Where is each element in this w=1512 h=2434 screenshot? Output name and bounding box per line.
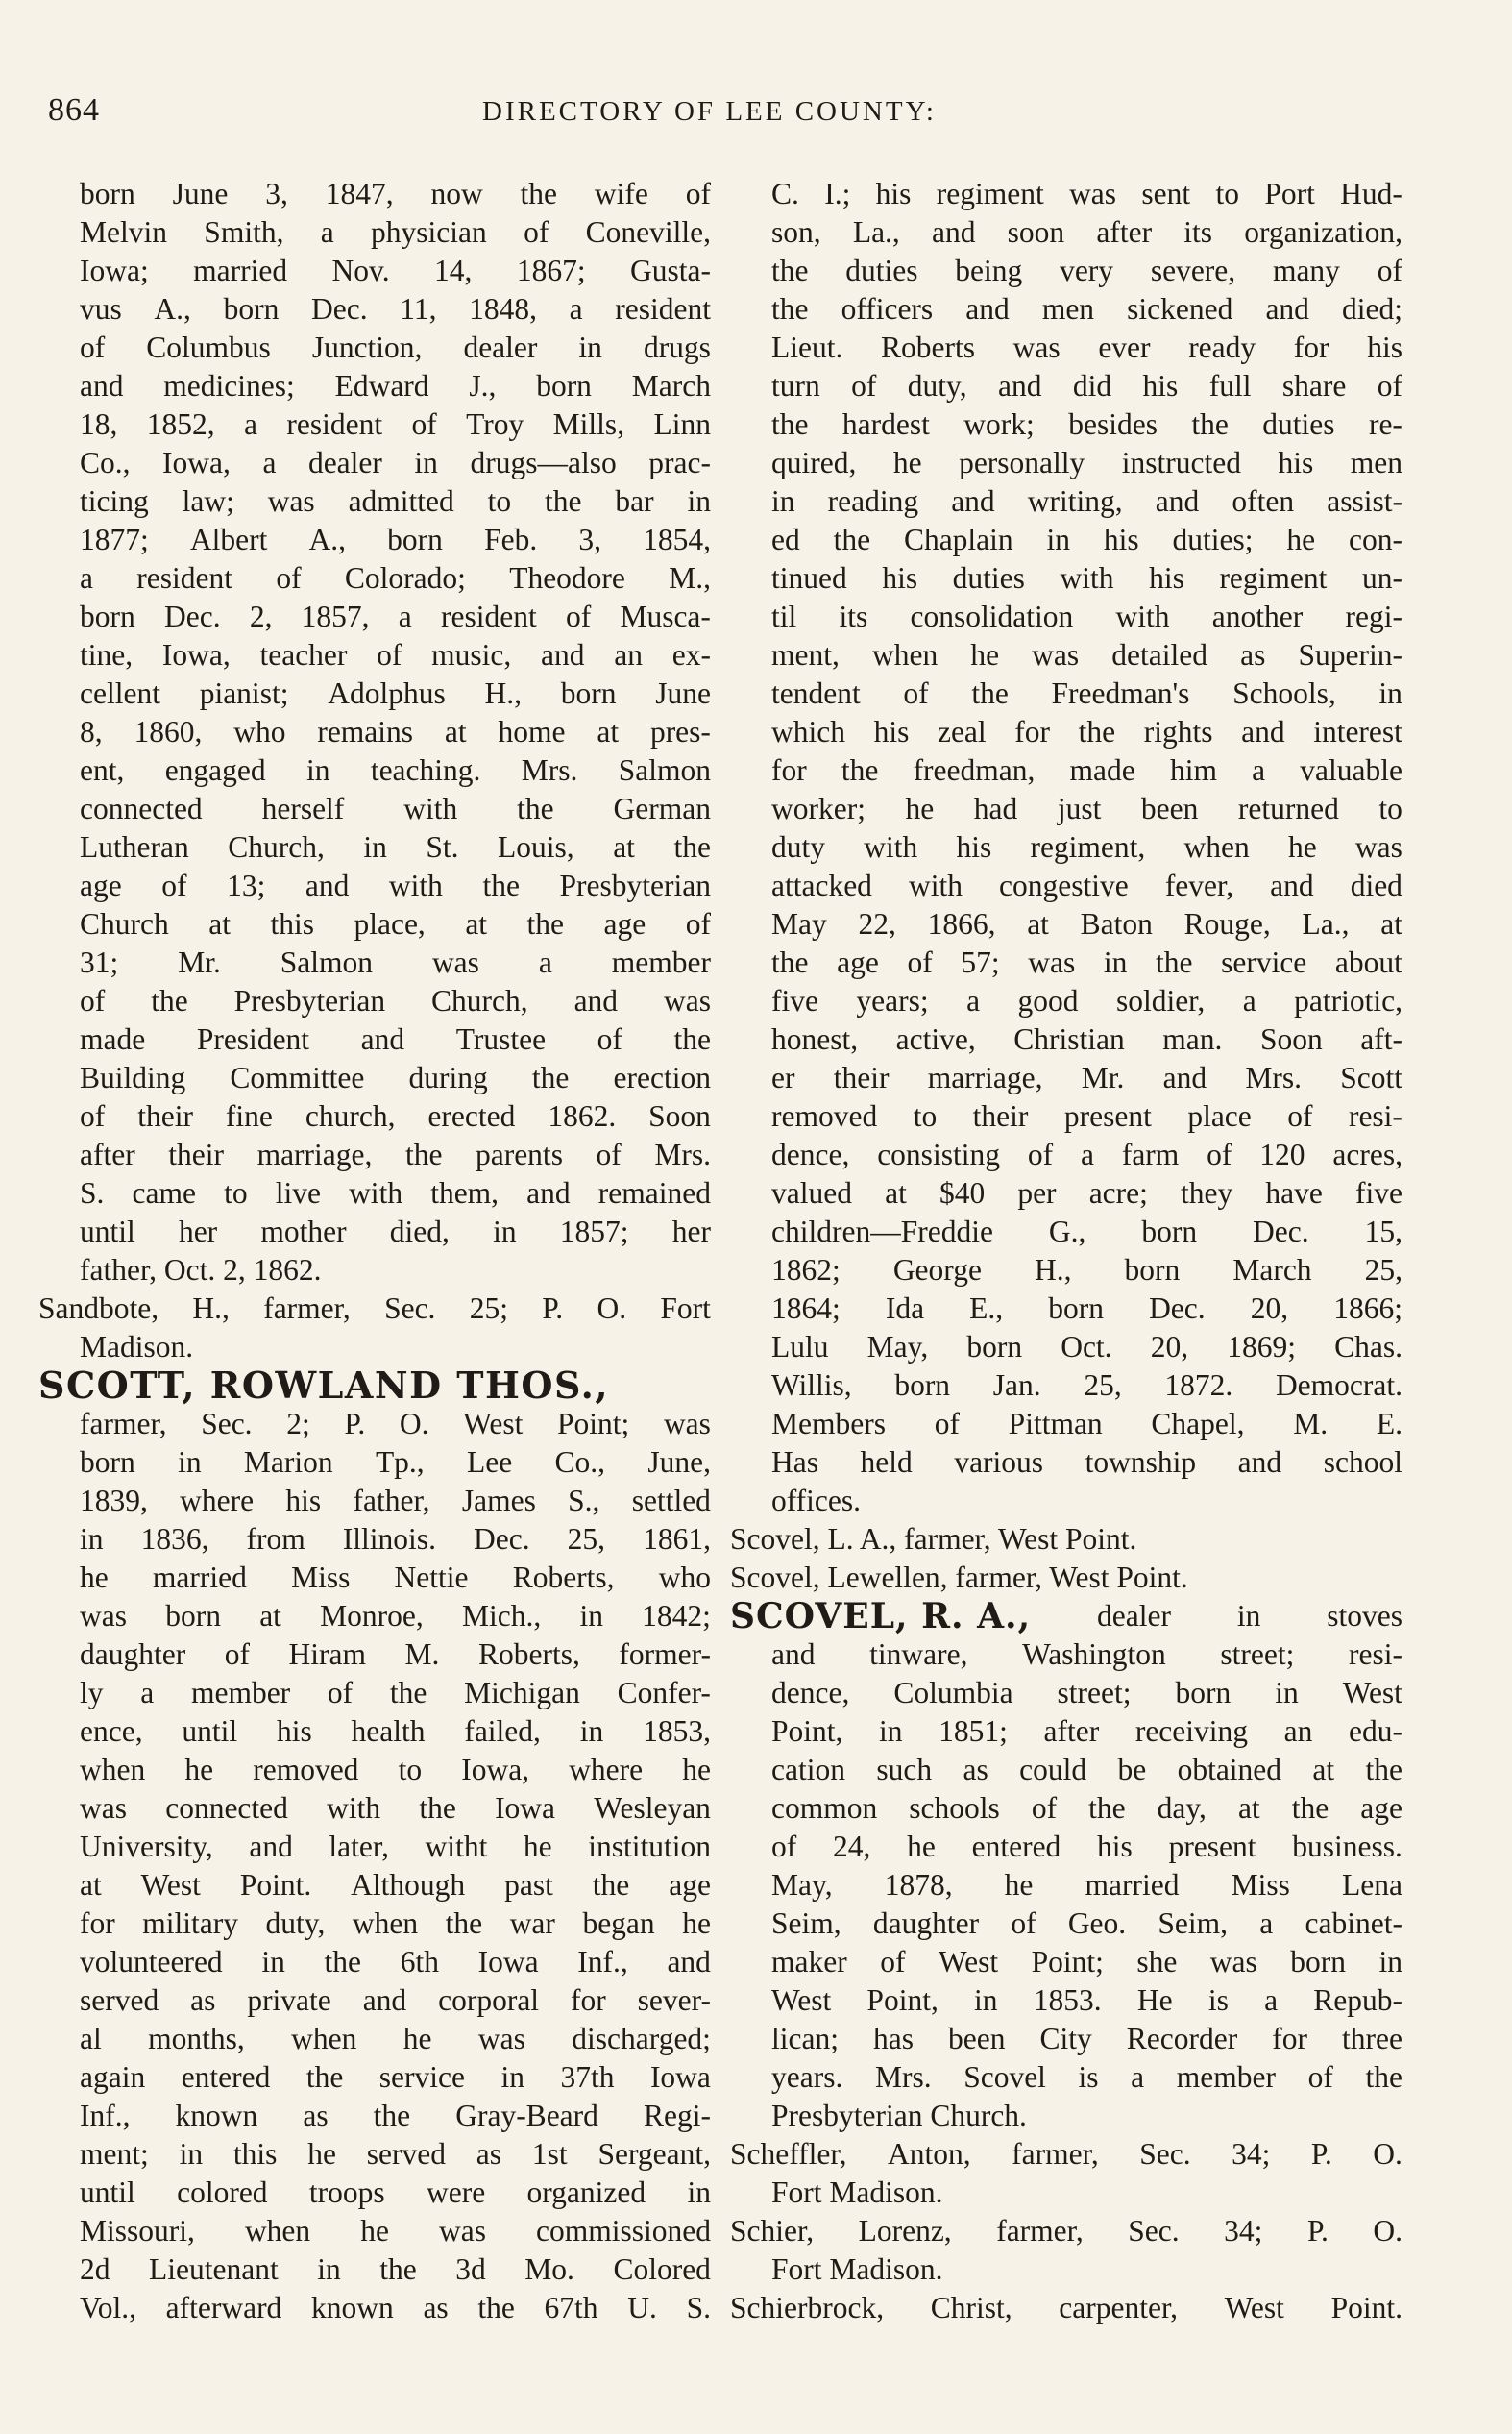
text-line: cation such as could be obtained at the <box>771 1753 1402 1786</box>
text-line: which his zeal for the rights and interest <box>771 715 1402 749</box>
text-line: ent, engaged in teaching. Mrs. Salmon <box>80 753 711 787</box>
text-line: 31; Mr. Salmon was a member <box>80 946 711 979</box>
text-line: quired, he personally instructed his men <box>771 446 1402 479</box>
text-line: dence, consisting of a farm of 120 acres, <box>771 1138 1402 1171</box>
text-line: May, 1878, he married Miss Lena <box>771 1868 1402 1902</box>
text-line: honest, active, Christian man. Soon aft- <box>771 1022 1402 1056</box>
text-line: years. Mrs. Scovel is a member of the <box>771 2060 1402 2094</box>
text-line: father, Oct. 2, 1862. <box>80 1253 322 1287</box>
text-line: of 24, he entered his present business. <box>771 1830 1402 1863</box>
text-line: Iowa; married Nov. 14, 1867; Gusta- <box>80 254 711 287</box>
text-line: after their marriage, the parents of Mrs. <box>80 1138 711 1171</box>
text-line: daughter of Hiram M. Roberts, former- <box>80 1637 711 1671</box>
text-line: born June 3, 1847, now the wife of <box>80 177 711 210</box>
text-line: age of 13; and with the Presbyterian <box>80 869 711 902</box>
text-line: of the Presbyterian Church, and was <box>80 984 711 1018</box>
text-line: served as private and corporal for sever- <box>80 1983 711 2017</box>
text-line: and medicines; Edward J., born March <box>80 369 711 403</box>
text-line: West Point, in 1853. He is a Repub- <box>771 1983 1402 2017</box>
text-line: son, La., and soon after its organization, <box>771 215 1402 249</box>
text-line: at West Point. Although past the age <box>80 1868 711 1902</box>
text-line: turn of duty, and did his full share of <box>771 369 1402 403</box>
text-line: Seim, daughter of Geo. Seim, a cabinet- <box>771 1906 1402 1940</box>
text-line: Melvin Smith, a physician of Coneville, <box>80 215 711 249</box>
text-line: the officers and men sickened and died; <box>771 292 1402 326</box>
running-title: DIRECTORY OF LEE COUNTY: <box>482 96 937 127</box>
text-line: Fort Madison. <box>771 2176 943 2209</box>
text-line: University, and later, witht he institution <box>80 1830 711 1863</box>
text-line: Schier, Lorenz, farmer, Sec. 34; P. O. <box>730 2214 1402 2248</box>
text-line: Point, in 1851; after receiving an edu- <box>771 1714 1402 1748</box>
text-line: Lutheran Church, in St. Louis, at the <box>80 830 711 864</box>
text-line: 1864; Ida E., born Dec. 20, 1866; <box>771 1291 1402 1325</box>
text-line: dence, Columbia street; born in West <box>771 1676 1402 1709</box>
text-line: 1877; Albert A., born Feb. 3, 1854, <box>80 523 711 556</box>
text-line: ment; in this he served as 1st Sergeant, <box>80 2137 711 2171</box>
text-line: for the freedman, made him a valuable <box>771 753 1402 787</box>
text-line: a resident of Colorado; Theodore M., <box>80 561 711 595</box>
text-line: the hardest work; besides the duties re- <box>771 407 1402 441</box>
text-line: the age of 57; was in the service about <box>771 946 1402 979</box>
text-line: tinued his duties with his regiment un- <box>771 561 1402 595</box>
text-line: 1839, where his father, James S., settled <box>80 1484 711 1517</box>
text-line: Has held various township and school <box>771 1445 1402 1479</box>
text-line: Church at this place, at the age of <box>80 907 711 941</box>
text-line: offices. <box>771 1484 862 1517</box>
text-line: Building Committee during the erection <box>80 1061 711 1094</box>
text-line: born in Marion Tp., Lee Co., June, <box>80 1445 711 1479</box>
text-line: in 1836, from Illinois. Dec. 25, 1861, <box>80 1522 711 1556</box>
text-line: until colored troops were organized in <box>80 2176 711 2209</box>
text-line: cellent pianist; Adolphus H., born June <box>80 676 711 710</box>
text-line: ed the Chaplain in his duties; he con- <box>771 523 1402 556</box>
text-line: common schools of the day, at the age <box>771 1791 1402 1825</box>
text-line: Inf., known as the Gray-Beard Regi- <box>80 2099 711 2132</box>
text-line: the duties being very severe, many of <box>771 254 1402 287</box>
text-line: Madison. <box>80 1330 194 1364</box>
text-line: ment, when he was detailed as Superin- <box>771 638 1402 672</box>
text-line: attacked with congestive fever, and died <box>771 869 1402 902</box>
text-line: was connected with the Iowa Wesleyan <box>80 1791 711 1825</box>
text-line: Scovel, L. A., farmer, West Point. <box>730 1522 1137 1556</box>
text-line: Willis, born Jan. 25, 1872. Democrat. <box>771 1368 1402 1402</box>
text-line: ly a member of the Michigan Confer- <box>80 1676 711 1709</box>
text-line: when he removed to Iowa, where he <box>80 1753 711 1786</box>
text-line: he married Miss Nettie Roberts, who <box>80 1561 711 1594</box>
page-header <box>48 92 1460 140</box>
text-line: worker; he had just been returned to <box>771 792 1402 825</box>
entry-heading <box>38 1366 711 1405</box>
text-line: for military duty, when the war began he <box>80 1906 711 1940</box>
text-line: five years; a good soldier, a patriotic, <box>771 984 1402 1018</box>
text-line: connected herself with the German <box>80 792 711 825</box>
text-line: Fort Madison. <box>771 2252 943 2286</box>
text-line: volunteered in the 6th Iowa Inf., and <box>80 1945 711 1979</box>
text-line: al months, when he was discharged; <box>80 2022 711 2055</box>
text-line: SCOVEL, R. A., dealer in stoves <box>730 1597 1402 1635</box>
text-line: farmer, Sec. 2; P. O. West Point; was <box>80 1407 711 1440</box>
text-line: Scheffler, Anton, farmer, Sec. 34; P. O. <box>730 2137 1402 2171</box>
text-line: Scovel, Lewellen, farmer, West Point. <box>730 1561 1188 1594</box>
text-line: in reading and writing, and often assist- <box>771 484 1402 518</box>
text-line: Vol., afterward known as the 67th U. S. <box>80 2291 711 2324</box>
text-line: maker of West Point; she was born in <box>771 1945 1402 1979</box>
text-line: Co., Iowa, a dealer in drugs—also prac- <box>80 446 711 479</box>
text-line: vus A., born Dec. 11, 1848, a resident <box>80 292 711 326</box>
text-line: of their fine church, erected 1862. Soon <box>80 1099 711 1133</box>
text-line: Lieut. Roberts was ever ready for his <box>771 331 1402 364</box>
text-line: children—Freddie G., born Dec. 15, <box>771 1215 1402 1248</box>
text-line: Presbyterian Church. <box>771 2099 1027 2132</box>
text-line: until her mother died, in 1857; her <box>80 1215 711 1248</box>
text-line: Missouri, when he was commissioned <box>80 2214 711 2248</box>
text-line: 1862; George H., born March 25, <box>771 1253 1402 1287</box>
text-line: made President and Trustee of the <box>80 1022 711 1056</box>
text-line: duty with his regiment, when he was <box>771 830 1402 864</box>
text-line: tendent of the Freedman's Schools, in <box>771 676 1402 710</box>
left-column <box>38 175 711 2327</box>
text-line: Sandbote, H., farmer, Sec. 25; P. O. Fort <box>38 1291 711 1325</box>
text-line: of Columbus Junction, dealer in drugs <box>80 331 711 364</box>
text-line: 8, 1860, who remains at home at pres- <box>80 715 711 749</box>
text-line: tine, Iowa, teacher of music, and an ex- <box>80 638 711 672</box>
right-column <box>730 175 1402 2327</box>
text-line: 18, 1852, a resident of Troy Mills, Linn <box>80 407 711 441</box>
text-line: born Dec. 2, 1857, a resident of Musca- <box>80 600 711 633</box>
text-line: again entered the service in 37th Iowa <box>80 2060 711 2094</box>
page-number: 864 <box>48 92 100 128</box>
text-line: was born at Monroe, Mich., in 1842; <box>80 1599 711 1633</box>
text-line: ticing law; was admitted to the bar in <box>80 484 711 518</box>
text-line: valued at $40 per acre; they have five <box>771 1176 1402 1210</box>
entry-name: SCOVEL, R. A., <box>730 1597 1032 1635</box>
text-line: C. I.; his regiment was sent to Port Hud- <box>771 177 1402 210</box>
entry-name: SCOTT, ROWLAND THOS., <box>38 1366 610 1405</box>
text-line: Schierbrock, Christ, carpenter, West Point. <box>730 2291 1402 2324</box>
text-line: S. came to live with them, and remained <box>80 1176 711 1210</box>
text-line: Lulu May, born Oct. 20, 1869; Chas. <box>771 1330 1402 1364</box>
text-line: and tinware, Washington street; resi- <box>771 1637 1402 1671</box>
text-line: Members of Pittman Chapel, M. E. <box>771 1407 1402 1440</box>
text-line: lican; has been City Recorder for three <box>771 2022 1402 2055</box>
text-line: er their marriage, Mr. and Mrs. Scott <box>771 1061 1402 1094</box>
text-line: ence, until his health failed, in 1853, <box>80 1714 711 1748</box>
text-line: removed to their present place of resi- <box>771 1099 1402 1133</box>
text-line: May 22, 1866, at Baton Rouge, La., at <box>771 907 1402 941</box>
text-line: 2d Lieutenant in the 3d Mo. Colored <box>80 2252 711 2286</box>
text-line: til its consolidation with another regi- <box>771 600 1402 633</box>
